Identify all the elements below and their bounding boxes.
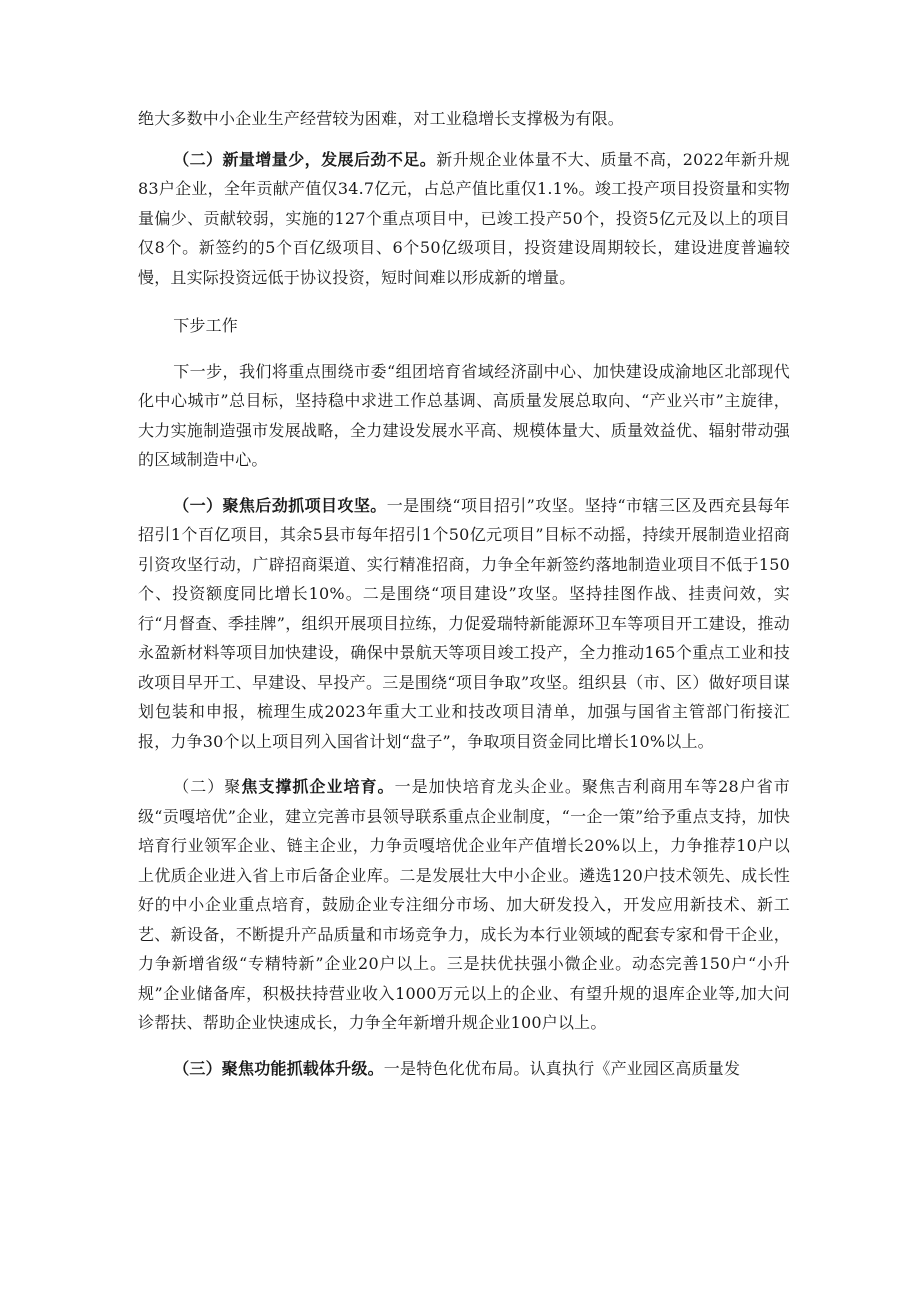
section-heading-enterprise-prefix: （二）聚 — [173, 777, 242, 796]
section-body-carrier: 一是特色化优布局。认真执行《产业园区高质量发 — [383, 1058, 741, 1078]
section-body-enterprise: 一是加快培育龙头企业。聚焦吉利商用车等28户省市级“贡嘎培优”企业，建立完善市县领导联系重点企业制度，“一企一策”给予重点支持，加快培育行业领军企业、链主企业，力争贡嘎培优企业年产值增长20%以上，力争推荐10户以上优质企业进入省上市后备企业库。二是发展壮大中小企业。遴选120户技术领先、成长性好的中小企业重点培育，鼓励企业专注细分市场、加大研发投入，开发应用新技术、新工艺、新设备，不断提升产品质量和市场竞争力，成长为本行业领域的配套专家和骨干企业，力争新增省级“专精特新”企业20户以上。三是扶优扶强小微企业。动态完善150户“小升规”企业储备库，积极扶持营业收入1000万元以上的企业、有望升规的退库企业等,加大问诊帮扶、帮助企业快速成长，力争全年新增升规企业100户以上。 — [138, 777, 790, 1032]
document-page — [138, 104, 790, 1083]
paragraph-project-focus — [138, 491, 790, 757]
section-heading-enterprise: 焦支撑抓企业培育。 — [241, 777, 395, 796]
paragraph-new-growth — [138, 145, 790, 293]
section-heading-carrier: （三）聚焦功能抓载体升级。 — [173, 1058, 384, 1078]
paragraph-next-steps-intro: 下一步，我们将重点围绕市委“组团培育省域经济副中心、加快建设成渝地区北部现代化中心城市”总目标，坚持稳中求进工作总基调、高质量发展总取向、“产业兴市”主旋律，大力实施制造强市发展战略，全力建设发展水平高、规模体量大、质量效益优、辐射带动强的区域制造中心。 — [138, 361, 790, 469]
paragraph-enterprise-focus — [138, 772, 790, 1038]
paragraph-carrier-focus — [138, 1054, 790, 1084]
section-body-2: 新升规企业体量不大、质量不高，2022年新升规83户企业，全年贡献产值仅34.7亿元，占总产值比重仅1.1%。竣工投产项目投资量和实物量偏少、贡献较弱，实施的127个重点项目中，已竣工投产50个，投资5亿元及以上的项目仅8个。新签约的5个百亿级项目、6个50亿级项目，投资建设周期较长，建设进度普遍较慢，且实际投资远低于协议投资，短时间难以形成新的增量。 — [138, 149, 791, 287]
section-body-project: 一是围绕“项目招引”攻坚。坚持“市辖三区及西充县每年招引1个百亿项目，其余5县市每年招引1个50亿元项目”目标不动摇，持续开展制造业招商引资攻坚行动，广辟招商渠道、实行精准招商，力争全年新签约落地制造业项目不低于150个、投资额度同比增长10%。二是围绕“项目建设”攻坚。坚持挂图作战、挂责问效，实行“月督查、季挂牌”，组织开展项目拉练，力促爱瑞特新能源环卫车等项目开工建设，推动永盈新材料等项目加快建设，确保中景航天等项目竣工投产，全力推动165个重点工业和技改项目早开工、早建设、早投产。三是围绕“项目争取”攻坚。组织县（市、区）做好项目谋划包装和申报，梳理生成2023年重大工业和技改项目清单，加强与国省主管部门衔接汇报，力争30个以上项目列入国省计划“盘子”，争取项目资金同比增长10%以上。 — [138, 495, 790, 751]
section-heading-project: （一）聚焦后劲抓项目攻坚。 — [173, 495, 387, 515]
section-heading-2: （二）新量增量少，发展后劲不足。 — [173, 149, 437, 169]
subheading-next-steps: 下步工作 — [173, 316, 238, 335]
paragraph-continuation: 绝大多数中小企业生产经营较为困难，对工业稳增长支撑极为有限。 — [138, 109, 625, 128]
